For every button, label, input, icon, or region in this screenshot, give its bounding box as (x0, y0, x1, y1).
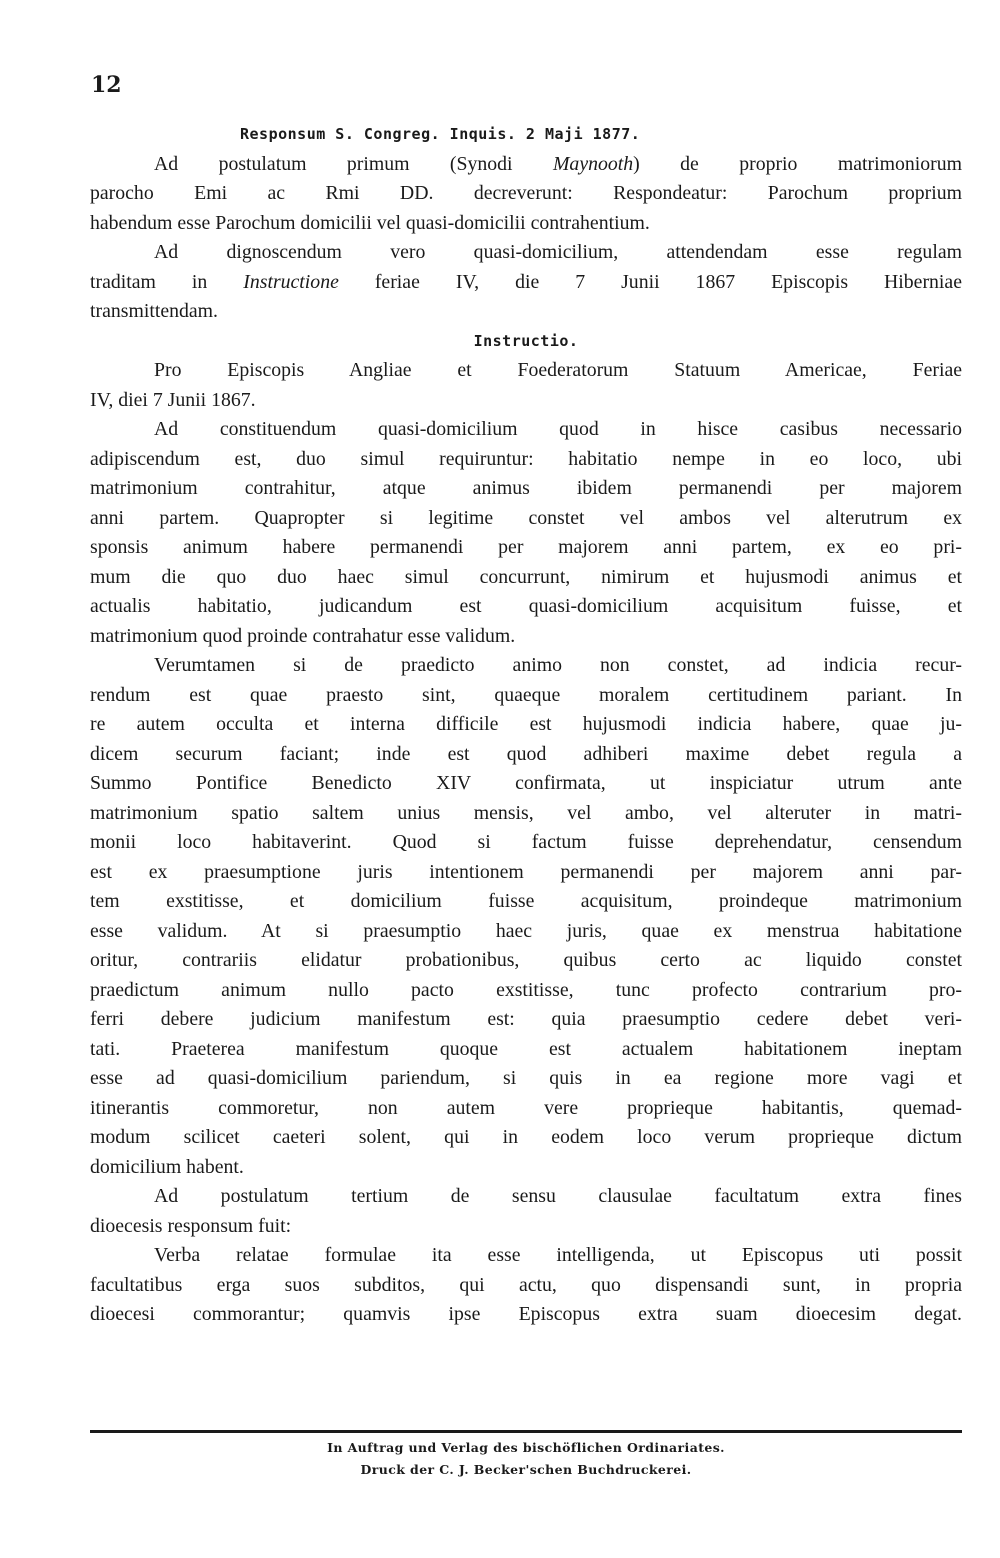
text-line: dioecesis responsum fuit: (90, 1214, 292, 1237)
text-line: mum die quo duo haec simul concurrunt, nimirum et hujusmodi animus et (90, 565, 962, 588)
italic-term: Maynooth (552, 152, 634, 175)
text-line: actualis habitatio, judicandum est quasi-domicilium acquisitum fuisse, et (90, 595, 962, 617)
text-line: domicilium habent. (90, 1155, 244, 1178)
text-line: dioecesi commorantur; quamvis ipse Episcopus extra suam dioecesim degat. (90, 1303, 962, 1325)
text-line: adipiscendum est, duo simul requiruntur: habitatio nempe in eo loco, ubi (90, 447, 962, 470)
text-line: sponsis animum habere permanendi per majorem anni partem, ex eo pri- (90, 536, 962, 558)
text-line: esse validum. At si praesumptio haec juris, quae ex menstrua habitatione (90, 919, 962, 942)
text-line: facultatibus erga suos subditos, qui actu, quo dispensandi sunt, in propria (90, 1273, 962, 1296)
text-line: oritur, contrariis elidatur probationibus, quibus certo ac liquido constet (90, 949, 962, 971)
text-line: Pro Episcopis Angliae et Foederatorum Statuum Americae, Feriae (154, 359, 962, 381)
page-number: 12 (91, 72, 122, 98)
text-line: praedictum animum nullo pacto exstitisse, tunc profecto contrarium pro- (90, 978, 962, 1001)
printer-imprint: Druck der C. J. Becker'schen Buchdruckerei. (360, 1462, 692, 1477)
text-line: IV, diei 7 Junii 1867. (90, 388, 256, 411)
text-line: Verba relatae formulae ita esse intelligenda, ut Episcopus uti possit (154, 1244, 962, 1266)
text-line: matrimonium contrahitur, atque animus ibidem permanendi per majorem (90, 477, 962, 499)
text-line: tem exstitisse, et domicilium fuisse acquisitum, proindeque matrimonium (90, 890, 962, 912)
text-line: habendum esse Parochum domicilii vel quasi-domicilii contrahentium. (90, 211, 650, 234)
text-line: est ex praesumptione juris intentionem permanendi per majorem anni par- (90, 860, 962, 883)
text-line: Ad constituendum quasi-domicilium quod in hisce casibus necessario (154, 418, 962, 440)
text-line: dicem securum faciant; inde est quod adhiberi maxime debet regula a (90, 742, 962, 765)
text-line: esse ad quasi-domicilium pariendum, si quis in ea regione more vagi et (90, 1067, 962, 1089)
text-line: monii loco habitaverint. Quod si factum fuisse deprehendatur, censendum (90, 831, 962, 853)
text-line: anni partem. Quapropter si legitime constet vel ambos vel alterutrum ex (90, 506, 962, 529)
document-body (90, 120, 962, 1330)
text-line: Ad dignoscendum vero quasi-domicilium, attendendam esse regulam (154, 241, 962, 263)
text-line: transmittendam. (90, 300, 218, 322)
text-line: Ad postulatum tertium de sensu clausulae facultatum extra fines (154, 1185, 962, 1207)
text-line: Summo Pontifice Benedicto XIV confirmata, ut inspiciatur utrum ante (90, 772, 962, 794)
text-line: itinerantis commoretur, non autem vere proprieque habitantis, quemad- (90, 1096, 962, 1119)
text-line: parocho Emi ac Rmi DD. decreverunt: Respondeatur: Parochum proprium (90, 182, 962, 204)
text-line: modum scilicet caeteri solent, qui in eodem loco verum proprieque dictum (90, 1126, 962, 1148)
text-line: rendum est quae praesto sint, quaeque moralem certitudinem pariant. In (90, 683, 962, 706)
text-line: matrimonium quod proinde contrahatur esse validum. (90, 624, 516, 647)
italic-term: Instructione (243, 270, 339, 293)
text-line: traditam in Instructione feriae IV, die 7 Junii 1867 Episcopis Hiberniae (90, 270, 962, 293)
subheading: Instructio. (473, 331, 579, 350)
text-line: Verumtamen si de praedicto animo non constet, ad indicia recur- (154, 654, 962, 676)
publisher-imprint: In Auftrag und Verlag des bischöflichen Ordinariates. (327, 1440, 725, 1455)
footer-rule (90, 1430, 962, 1433)
text-line: matrimonium spatio saltem unius mensis, vel ambo, vel alteruter in matri- (90, 801, 962, 824)
text-line: re autem occulta et interna difficile est hujusmodi indicia habere, quae ju- (90, 713, 962, 735)
text-line: Ad postulatum primum (Synodi Maynooth) de proprio matrimoniorum (154, 152, 963, 175)
text-line: ferri debere judicium manifestum est: quia praesumptio cedere debet veri- (90, 1008, 962, 1030)
text-line: tati. Praeterea manifestum quoque est actualem habitationem ineptam (90, 1037, 962, 1060)
section-heading: Responsum S. Congreg. Inquis. 2 Maji 1877. (240, 125, 641, 143)
